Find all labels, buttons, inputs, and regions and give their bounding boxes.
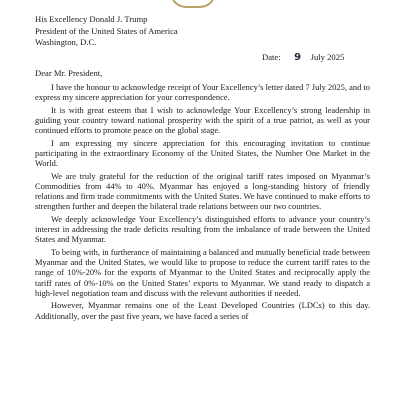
paragraph-ldc-status: However, Myanmar remains one of the Least Developed Countries (LDCs) to this day. Additionally, over the past five years, we have faced a series of — [35, 300, 370, 321]
date-line — [262, 52, 344, 63]
paragraph-acknowledgement: I have the honour to acknowledge receipt of Your Excellency’s letter dated 7 July 2025, and to express my sincere appreciation for your correspondence. — [35, 82, 370, 103]
paragraph-trade-deficit: We deeply acknowledge Your Excellency’s distinguished efforts to advance your country’s interest in addressing the trade deficits resulting from the imbalance of trade between the United States and Myanmar. — [35, 214, 370, 245]
recipient-title: President of the United States of America — [35, 25, 178, 36]
recipient-block — [35, 14, 178, 49]
date-label: Date: — [262, 52, 281, 62]
paragraph-invitation: I am expressing my sincere appreciation for this encouraging invitation to continue participating in the extraordinary Economy of the United States, the Number One Market in the World. — [35, 137, 370, 169]
paragraph-leadership: It is with great esteem that I wish to acknowledge Your Excellency’s strong leadership in guiding your country toward national prosperity with the spirit of a true patriot, as well as your continued efforts to promote peace on the global stage. — [35, 104, 370, 136]
recipient-name: His Excellency Donald J. Trump — [35, 14, 148, 24]
salutation: Dear Mr. President, — [35, 68, 103, 78]
paragraph-proposal: To being with, in furtherance of maintaining a balanced and mutually beneficial trade between Myanmar and the United States, we would like to propose to reduce the current tariff rates to the range of 10%-20% for the exports of Myanmar to the United States and reciprocally apply the tariff rates of 0%-10% on the United States’ exports to Myanmar. We stand ready to dispatch a high-level negotiation team and discuss with the relevant authorities if needed. — [35, 247, 370, 298]
recipient-location: Washington, D.C. — [35, 37, 97, 47]
date-day-handwritten: 9 — [294, 52, 302, 63]
paragraph-tariff-reduction: We are truly grateful for the reduction of the original tariff rates imposed on Myanmar’s Commodities from 44% to 40%. Myanmar has enjoyed a long-standing history of friendly relations and firm trade commitments with the United States. We have continued to make efforts to strengthen further and deepen the bilateral trade relations between our two countries. — [35, 170, 370, 212]
date-month-year: July 2025 — [310, 52, 345, 62]
letterhead-seal — [170, 0, 216, 8]
letter-body — [35, 82, 370, 323]
